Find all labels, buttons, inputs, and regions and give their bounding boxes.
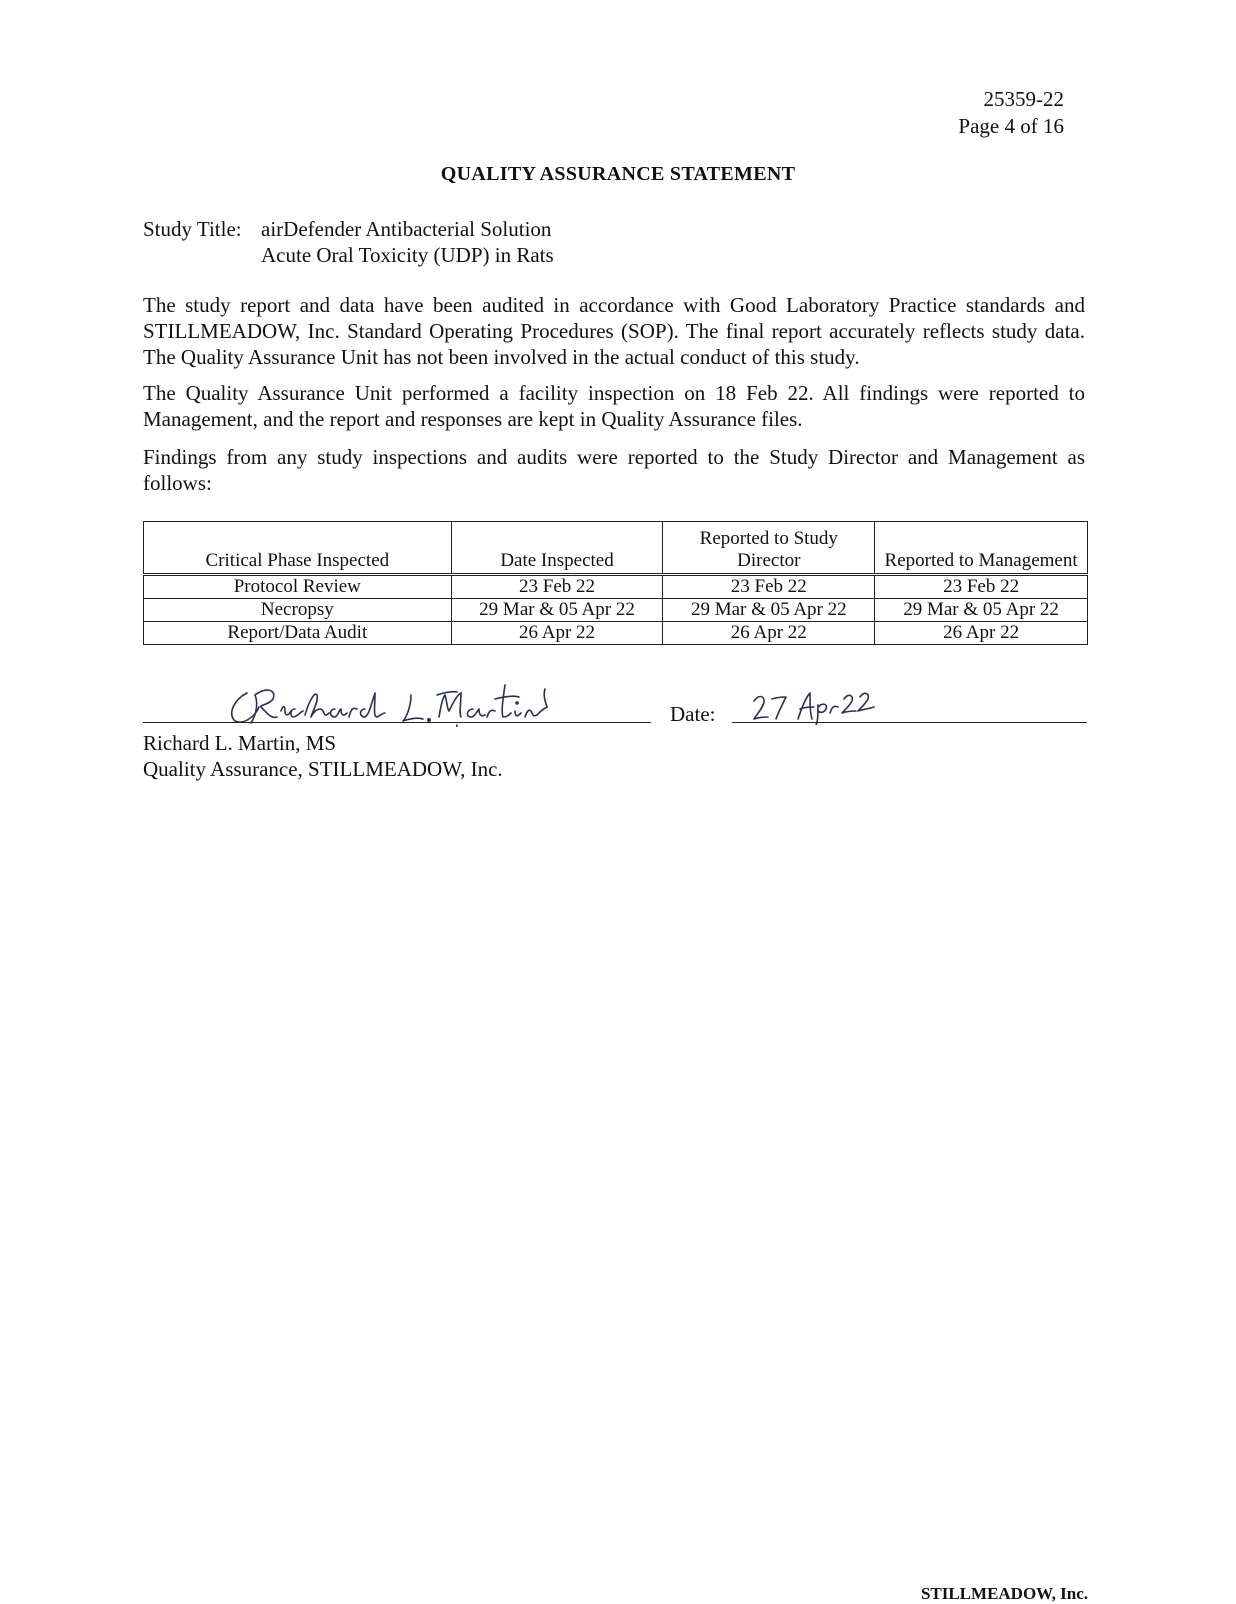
study-title-line-1: airDefender Antibacterial Solution [261,217,552,241]
paragraph-audit: The study report and data have been audited in accordance with Good Laboratory Practice standards and STILLMEADOW, Inc. Standard Operating Procedures (SOP). The final report accurately reflects study data. The Quality Assurance Unit has not been involved in the actual conduct of this study. [143,293,1085,369]
header-reported-study-director: Reported to Study Director [663,522,875,575]
study-title-label: Study Title: [143,217,242,241]
table-row [144,622,1088,645]
header-date-inspected: Date Inspected [451,522,663,575]
page-header [958,86,1064,140]
table-header-row [144,522,1088,575]
table-cell: Necropsy [144,599,452,622]
paragraph-facility-inspection: The Quality Assurance Unit performed a facility inspection on 18 Feb 22. All findings were reported to Management, and the report and responses are kept in Quality Assurance files. [143,381,1085,431]
page-title: QUALITY ASSURANCE STATEMENT [440,163,796,185]
table-row [144,575,1088,599]
table-cell: 29 Mar & 05 Apr 22 [451,599,663,622]
report-number: 25359-22 [983,87,1064,111]
footer-company: STILLMEADOW, Inc. [920,1584,1088,1603]
header-reported-management: Reported to Management [875,522,1088,575]
study-title-block [143,216,554,268]
table-cell: 26 Apr 22 [875,622,1088,645]
table-cell: 29 Mar & 05 Apr 22 [875,599,1088,622]
table-row [144,599,1088,622]
header-critical-phase: Critical Phase Inspected [144,522,452,575]
date-label: Date: [670,702,716,726]
paragraph-findings: Findings from any study inspections and audits were reported to the Study Director and Management as follows: [143,445,1085,495]
table-cell: 23 Feb 22 [451,575,663,599]
table-cell: 29 Mar & 05 Apr 22 [663,599,875,622]
signer-block [143,730,503,782]
signer-affiliation: Quality Assurance, STILLMEADOW, Inc. [143,757,503,781]
table-cell: 26 Apr 22 [451,622,663,645]
handwritten-signature [225,665,585,727]
table-cell: 23 Feb 22 [875,575,1088,599]
table-cell: 23 Feb 22 [663,575,875,599]
table-cell: Report/Data Audit [144,622,452,645]
signer-name: Richard L. Martin, MS [143,731,337,755]
page-number: Page 4 of 16 [958,114,1064,138]
table-cell: Protocol Review [144,575,452,599]
date-line [732,722,1087,723]
signature-line [143,722,651,723]
handwritten-date [752,685,902,725]
inspection-table [143,521,1088,645]
table-cell: 26 Apr 22 [663,622,875,645]
study-title-line-2: Acute Oral Toxicity (UDP) in Rats [261,243,554,267]
